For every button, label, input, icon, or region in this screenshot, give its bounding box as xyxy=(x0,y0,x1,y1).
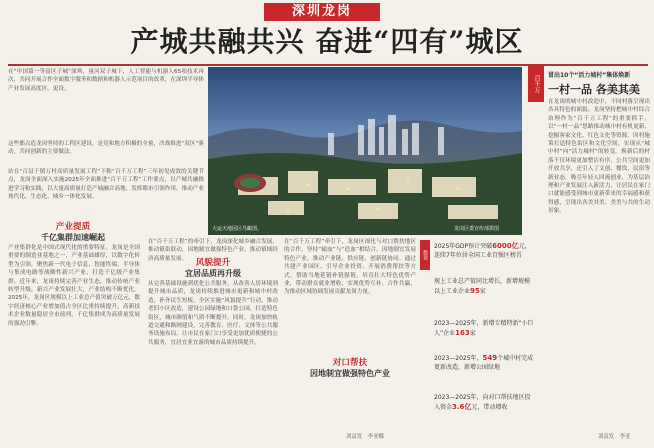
sidebar-body: 在龙岗的城中村改造中，不同村落呈现出各具特色的面貌。龙岗坚持把城中村综合治理作为“百千万工程”的重要抓手，以“一村一品”思路推动城中村有机更新，挖掘客家文化、红色文化等资源，因村施策打造特色街区和文化空间，实现从“城中村”向“活力城村”的转变。焕新后的村落不仅环境更加整洁有序，公共空间更加开放共享，还引入了文创、餐饮、民宿等新业态，吸引年轻人回流创业，为基层治理和产业发展注入新活力，让居民在家门口就能感受到城市更新带来的幸福感和获得感，呈现出各美其美、美美与共的生动景象。 xyxy=(548,99,650,215)
data-item-pre: 2023—2025年，新增专精特新“小巨人”企业 xyxy=(434,320,534,337)
district-aerial-photo xyxy=(208,67,522,235)
column-4-body: 在“百千万工程”牵引下，龙岗区深化与对口帮扶地区的合作，坚持“输血”与“造血”相结合，因地制宜发展特色产业，推动产业链、供应链、创新链协同。通过共建产业园区、引导企业投资、开展消费帮扶等方式，帮助当地延链补链强链，培育壮大特色优势产业，带动群众就业增收，实现优势互补、合作共赢，为推动区域协调发展贡献龙岗力量。 xyxy=(284,239,416,296)
data-item-pre: 2023—2025年，向对口帮扶地区投入资金 xyxy=(434,394,531,411)
data-item-number: 3.6亿 xyxy=(452,402,472,411)
data-item-post: 个城中村完成更新改造，新增公园绿地 xyxy=(434,355,534,371)
sidebar-tag: 百千万 xyxy=(528,66,544,102)
data-item-number: 549 xyxy=(482,354,498,362)
data-item-number: 6000亿 xyxy=(492,242,519,250)
data-item-pre: 规上工业总产值同比增长，新增规模以上工业企业 xyxy=(434,278,531,295)
main-byline: 刘益发 李亚娜 xyxy=(346,434,384,440)
data-item xyxy=(434,278,534,296)
subhead-deco: 产业提质 xyxy=(55,222,91,232)
data-item-number: 95 xyxy=(470,286,480,295)
aerial-city-image xyxy=(208,67,522,235)
data-item-pre: 2023—2025年， xyxy=(434,355,483,362)
data-item-number: 163 xyxy=(455,328,470,337)
data-item xyxy=(434,354,534,372)
subhead-deco: 对口帮扶 xyxy=(332,358,368,368)
data-item xyxy=(434,242,534,260)
subhead-title: 因地制宜做强特色产业 xyxy=(310,368,390,378)
data-item xyxy=(434,394,534,412)
photo-caption: 大运天地园区鸟瞰图。 xyxy=(212,226,263,232)
subhead-livability xyxy=(148,258,278,278)
column-3-top: 在“百千万工程”的牵引下，龙岗深化城乡融合发展，推动镇街联动，因地制宜做强特色产业，推动镇域经济高质量发展。 xyxy=(148,239,278,262)
data-item-post: 元，连续7年位居全国工业百强区榜首 xyxy=(434,243,531,259)
sidebar-feature xyxy=(528,66,654,448)
subhead-industry xyxy=(8,222,138,242)
section-1-body: 产业集群化是中国式现代化的重要特征。龙岗是全国重要的制造业基地之一，产业基础雄厚，以数字化转型为引领，聚焦新一代电子信息、智能终端、半导体与集成电路等战略性新兴产业，打造千亿级产业集群。近年来，龙岗持续完善产业生态，推动传统产业转型升级，新兴产业发展壮大，产业结构不断优化。2025年，龙岗区规模以上工业总产值突破万亿元，数字经济核心产业增加值占全区比重持续提升，高新技术企业数量稳居全市前列，千亿集群成为高质量发展的强劲引擎。 xyxy=(8,245,140,327)
subhead-deco: 风貌提升 xyxy=(195,258,231,268)
headline: 产城共融共兴 奋进“四有”城区 xyxy=(130,25,524,58)
lead-paragraph-1: 在“中国第一等富区子城”深圳，量河双子城下，人工智能与机器人65项技术再次，共同开展合作全面数字服务和数据和机器人示范项目的改革，在深圳半导体产业发展高度区，更设。 xyxy=(8,69,204,92)
data-panel-tag: 数说 xyxy=(420,240,430,270)
subhead-assistance xyxy=(284,358,416,378)
subhead-title: 宜居品质再升级 xyxy=(185,268,241,278)
section-2-body: 从完善基础设施到优化公共服务，从改善人居环境到提升城市品质，龙岗持续推进城市更新和城中村改造，补齐民生短板。全区实施“风貌提升”行动，推动老旧小区改造，建设公园绿地和口袋公园，打造特色街区，城市颜值和气质不断提升。同时，龙岗加快轨道交通和路网建设，完善教育、医疗、文体等公共服务设施布局，让市民在家门口享受更加优质便捷的公共服务，宜居宜业宜游的城市品质持续提升。 xyxy=(148,281,278,346)
data-item-post: 元，带动增收 xyxy=(471,403,508,411)
data-panel xyxy=(420,240,534,440)
data-item-post: 家 xyxy=(469,329,476,337)
data-item xyxy=(434,320,534,338)
photo-credit: 龙岗区委宣传部供图 xyxy=(454,226,500,232)
sidebar-byline: 刘益发 李亚 xyxy=(598,434,631,440)
subhead-title: 千亿集群加速崛起 xyxy=(41,232,105,242)
data-item-post: 家 xyxy=(479,287,486,295)
sidebar-title: 一村一品 各美其美 xyxy=(548,83,640,96)
lead-paragraph-3: 站在“百县千镇万村高质量发展工程”下称“百千万工程”三年初见成效的关键节点，龙岗全面深入实施2025年全面推进“百千万工程”工作要点，以产城共融推进学习和实践，以大量高质量打造产城融合高地，发挥都市引领作用，推动产业现代化、生态化、城乡一体化发展。 xyxy=(8,169,204,201)
lead-paragraph-2: 这些都点造龙岗坚持的工程区建设，是党和地方积极的全量，决战推进“双区”驱动，共同创新的主要做法。 xyxy=(8,141,204,156)
section-kicker: 深圳龙岗 xyxy=(264,3,380,21)
data-item-pre: 2025年GDP预计突破 xyxy=(434,243,493,250)
sidebar-kicker: 冒出10个“活力城村”集体焕新 xyxy=(548,72,631,79)
